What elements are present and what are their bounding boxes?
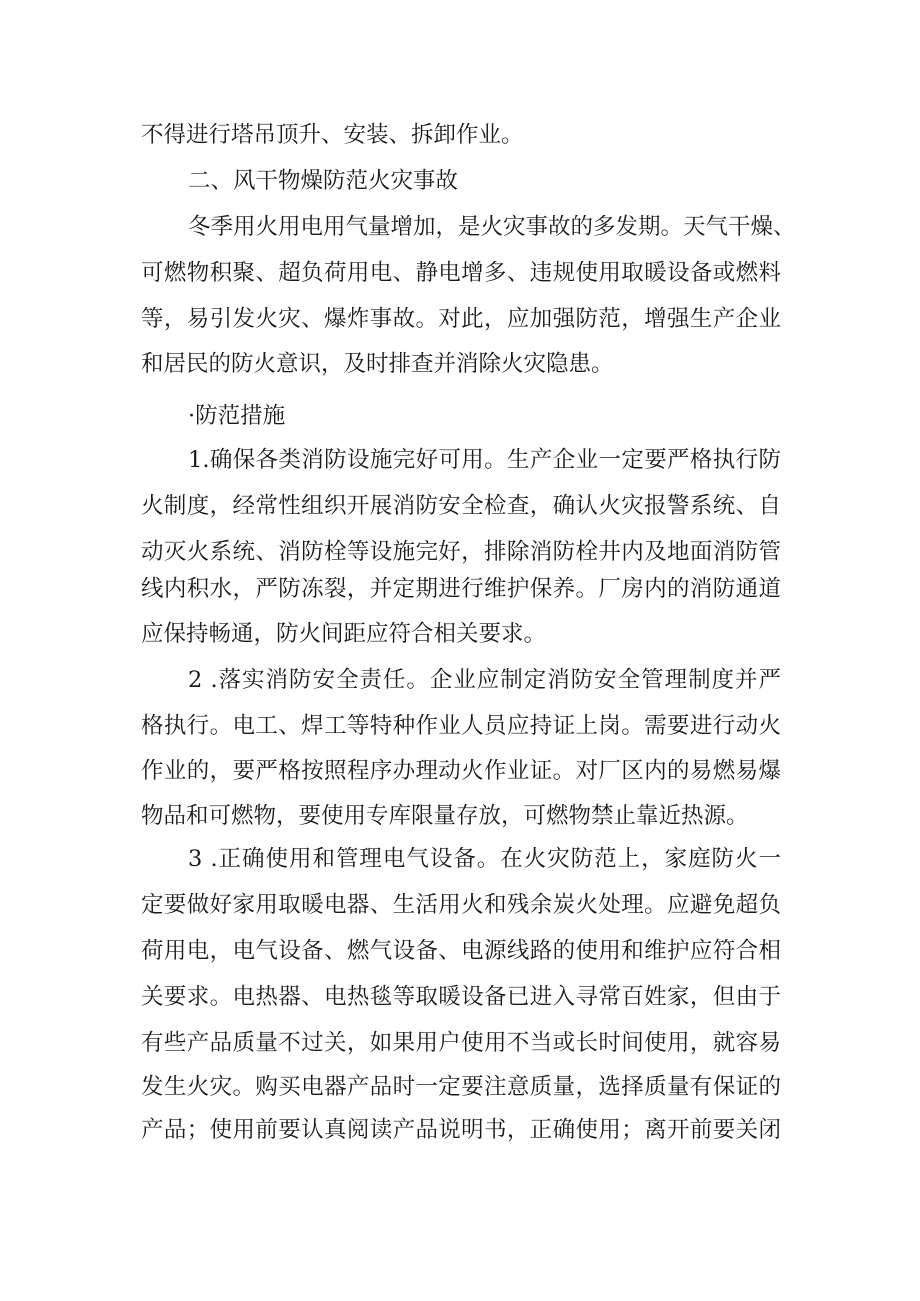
text-line: 有些产品质量不过关，如果用户使用不当或长时间使用，就容易 (141, 1030, 781, 1056)
section-heading: 二、风干物燥防范火灾事故 (188, 168, 459, 194)
subheading-bullet: ·防范措施 (188, 403, 286, 429)
text-line: 火制度，经常性组织开展消防安全检查，确认火灾报警系统、自 (141, 493, 781, 519)
text-line: 冬季用火用电用气量增加，是火灾事故的多发期。天气干燥、 (188, 214, 796, 240)
text-line: 可燃物积聚、超负荷用电、静电增多、违规使用取暖设备或燃料 (141, 260, 781, 286)
text-line: 物品和可燃物，要使用专库限量存放，可燃物禁止靠近热源。 (141, 803, 749, 829)
text-line: 1.确保各类消防设施完好可用。生产企业一定要严格执行防 (188, 447, 781, 473)
text-line: 荷用电，电气设备、燃气设备、电源线路的使用和维护应符合相 (141, 938, 781, 964)
text-line: 产品；使用前要认真阅读产品说明书，正确使用；离开前要关闭 (141, 1117, 781, 1143)
text-line: 线内积水，严防冻裂，并定期进行维护保养。厂房内的消防通道 (141, 576, 781, 602)
text-line: 关要求。电热器、电热毯等取暖设备已进入寻常百姓家，但由于 (141, 984, 781, 1010)
text-line: 不得进行塔吊顶升、安装、拆卸作业。 (141, 122, 524, 148)
text-line: 2 .落实消防安全责任。企业应制定消防安全管理制度并严 (188, 667, 781, 693)
text-line: 3 .正确使用和管理电气设备。在火灾防范上，家庭防火一 (188, 846, 781, 872)
text-line: 应保持畅通，防火间距应符合相关要求。 (141, 621, 547, 647)
text-line: 动灭火系统、消防栓等设施完好，排除消防栓井内及地面消防管 (141, 539, 781, 565)
text-line: 发生火灾。购买电器产品时一定要注意质量，选择质量有保证的 (141, 1074, 781, 1100)
text-line: 定要做好家用取暖电器、生活用火和残余炭火处理。应避免超负 (141, 892, 781, 918)
text-line: 格执行。电工、焊工等特种作业人员应持证上岗。需要进行动火 (141, 713, 781, 739)
text-line: 等，易引发火灾、爆炸事故。对此，应加强防范，增强生产企业 (141, 306, 781, 332)
text-line: 和居民的防火意识，及时排查并消除火灾隐患。 (141, 351, 614, 377)
text-line: 作业的，要严格按照程序办理动火作业证。对厂区内的易燃易爆 (141, 758, 781, 784)
